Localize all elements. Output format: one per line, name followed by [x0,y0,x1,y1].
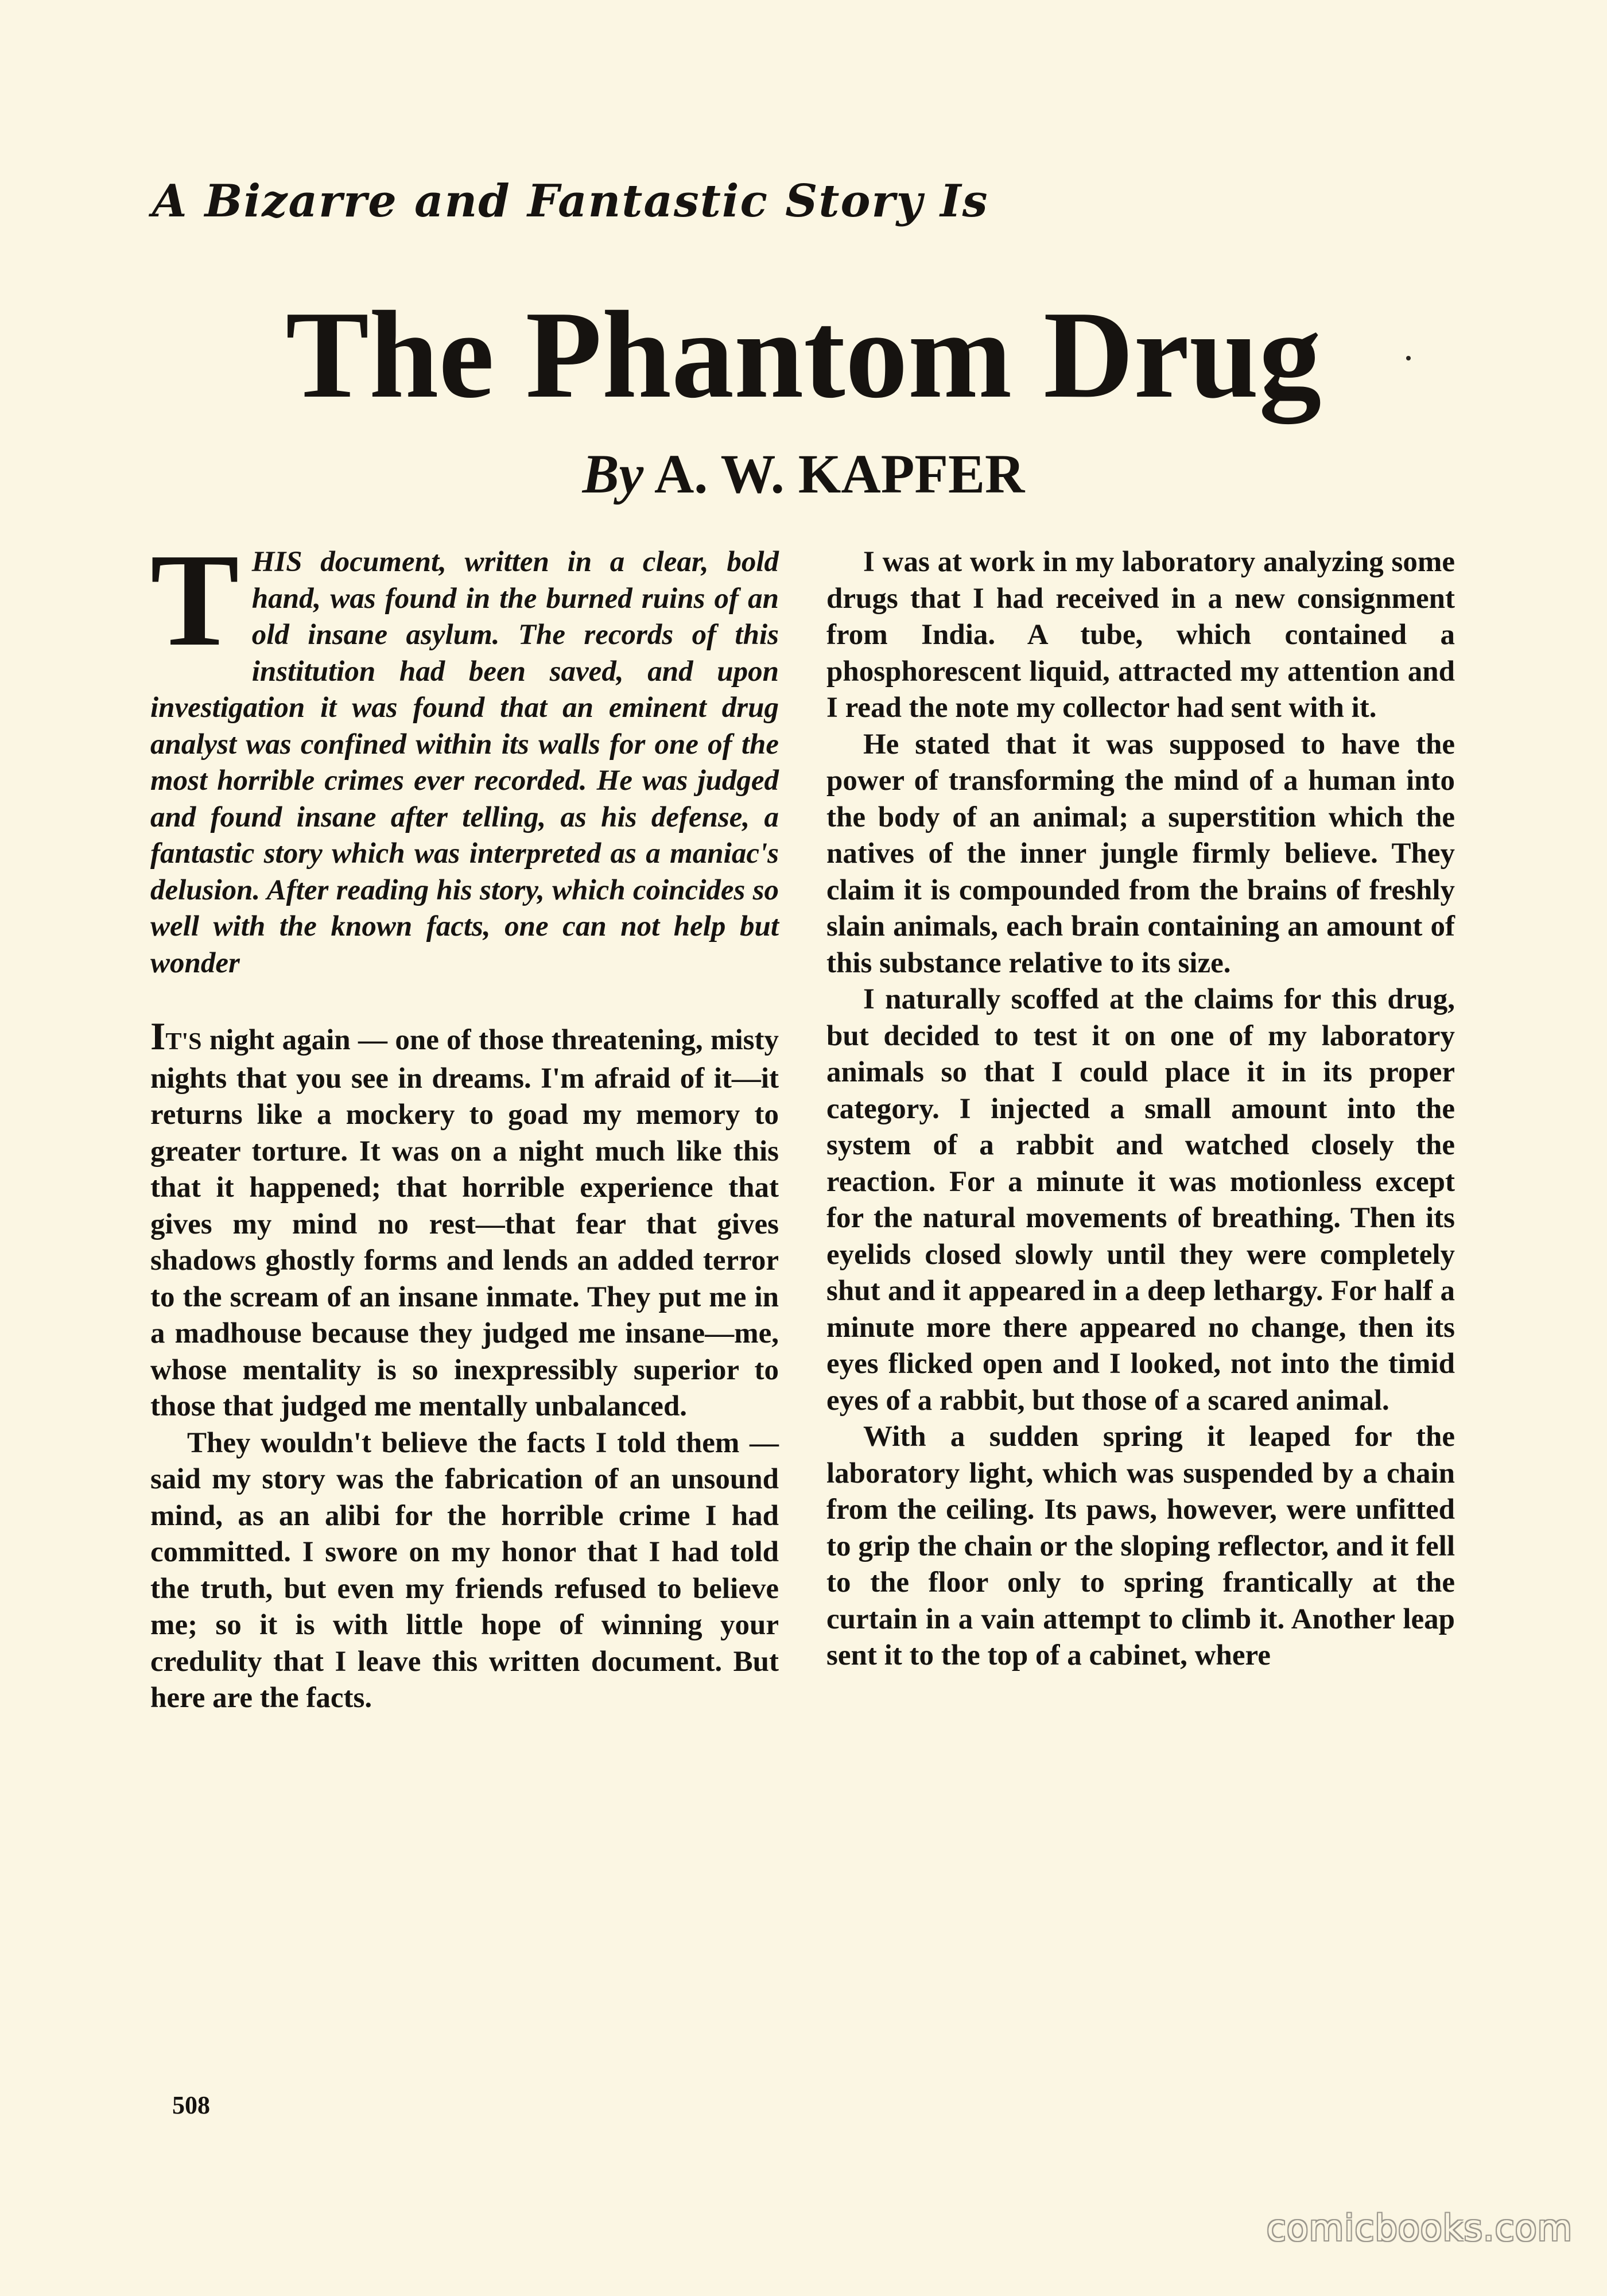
story-smallcaps: T'S [165,1029,202,1055]
story-paragraph-3: I was at work in my laboratory analyzing some drugs that I had received in a new consignment from India. A tube, which contained a phosphorescent liquid, attracted my attention and I read the note my collector had sent with it. [826,546,1455,724]
story-paragraph-4: He stated that it was supposed to have the power of transforming the mind of a human into the body of an animal; a superstition which the natives of the inner jungle firmly believe. They claim it is compounded from the brains of freshly slain animals, each brain containing an amount of this substance relative to its size. [826,728,1455,979]
intro-paragraph [150,526,779,982]
page-number: 508 [172,2091,210,2119]
story-paragraph-5: I naturally scoffed at the claims for this drug, but decided to test it on one of my laboratory animals so that I could place it in its proper category. I injected a small amount into the system of a rabbit and watched closely the reaction. For a minute it was motionless except for the natural movements of breathing. Then its eyelids closed slowly until they were completely shut and it appeared in a deep lethargy. For half a minute more there appeared no change, then its eyes flicked open and I looked, not into the timid eyes of a rabbit, but those of a scared animal. [826,983,1455,1417]
story-paragraph-1-text: night again — one of those threatening, misty nights that you see in dreams. I'm afraid of it—it returns like a mockery to goad my memory to greater torture. It was on a night much like this that it happened; that horrible experience that gives my mind no rest—that fear that gives shadows ghostly forms and lends an added terror to the scream of an insane inmate. They put me in a madhouse because they judged me insane—me, whose mentality is so inexpressibly superior to those that judged me mentally unbalanced. [150,1024,779,1422]
byline-author: A. W. KAPFER [654,443,1025,505]
intro-dropcap: T [150,526,239,674]
story-title: The Phantom Drug [285,286,1322,424]
column-left [150,526,779,1717]
story-paragraph-1 [150,1014,779,1425]
story-initial: I [150,1014,166,1058]
watermark-logo: comicbooks.com [1266,2207,1573,2249]
byline-by: By [582,443,644,505]
column-right [826,544,1455,1674]
story-paragraph-6: With a sudden spring it leaped for the laboratory light, which was suspended by a chain from the ceiling. Its paws, however, were unfitted to grip the chain or the sloping reflector, and it fell to the floor only to spring frantically at the curtain in a vain attempt to climb it. Another leap sent it to the top of a cabinet, where [826,1421,1455,1671]
intro-text: HIS document, written in a clear, bold hand, was found in the burned ruins of an old insane asylum. The records of this institution had been saved, and upon investigation it was found that an eminent drug analyst was confined within its walls for one of the most horrible crimes ever recorded. He was judged and found insane after telling, as his defense, a fantastic story which was interpreted as a maniac's delusion. After reading his story, which coincides so well with the known facts, one can not help but wonder [150,546,779,979]
story-paragraph-2: They wouldn't believe the facts I told them — said my story was the fabrication of an unsound mind, as an alibi for the horrible crime I had committed. I swore on my honor that I had told the truth, but even my friends refused to believe me; so it is with little hope of winning your credulity that I leave this written document. But here are the facts. [150,1426,779,1714]
print-speck [1406,356,1411,360]
kicker-line: A Bizarre and Fantastic Story Is [152,175,989,227]
byline [0,442,1607,506]
